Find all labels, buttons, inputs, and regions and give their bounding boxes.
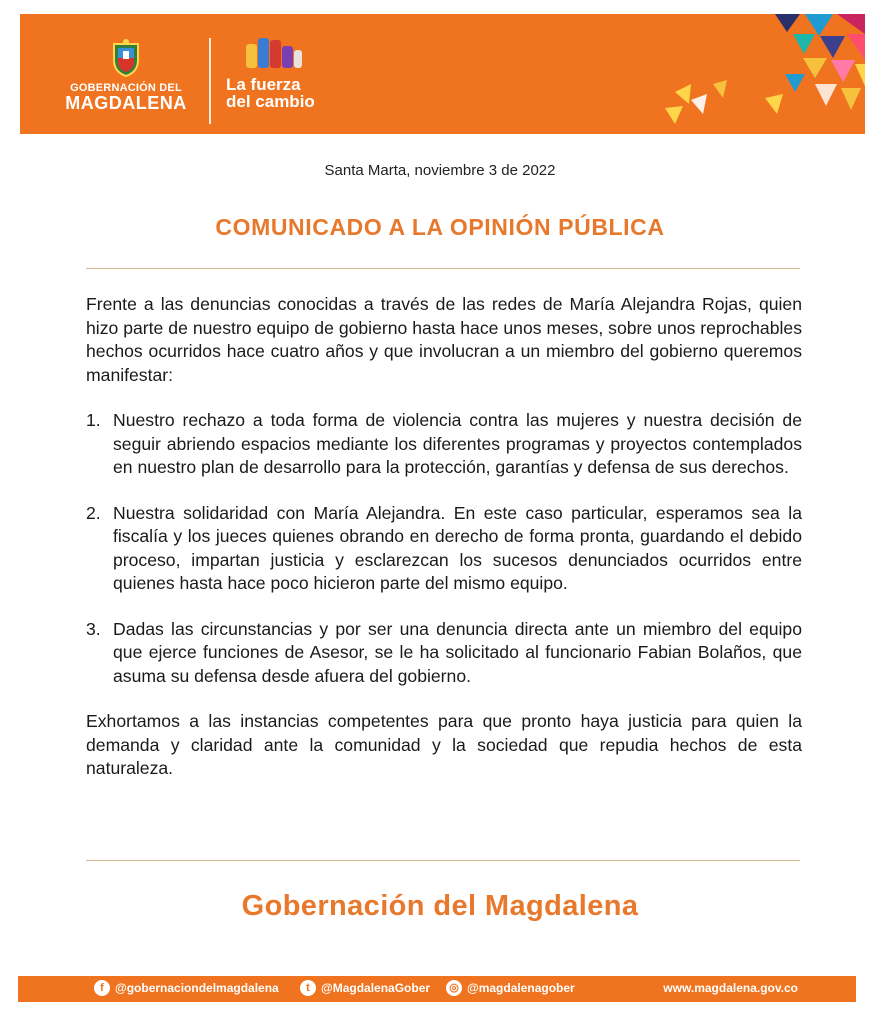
instagram-link[interactable] [446,980,575,996]
raised-fists-icon [244,36,304,70]
coat-of-arms-icon [110,38,142,78]
gov-name-line2: MAGDALENA [65,93,187,113]
list-number: 1. [86,410,101,430]
website-link[interactable]: www.magdalena.gov.co [663,981,798,995]
list-item-text: Dadas las circunstancias y por ser una denuncia directa ante un miembro del equipo que ejerce funciones de Asesor, se le ha solicitado al funcionario Fabian Bolaños, que asuma su defensa desde afuera del gobierno. [113,618,802,686]
instagram-icon: ◎ [446,980,462,996]
facebook-link[interactable] [94,980,279,996]
list-number: 2. [86,502,101,523]
title-divider [86,268,800,269]
list-item-text: Nuestra solidaridad con María Alejandra. En este caso particular, esperamos sea la fiscalía y los jueces quienes obrando en derecho de forma pronta, guardando el debido proceso, impartan justicia y esclarezcan los sucesos denunciados ocurridos entre quienes hasta hace poco hicieron parte del mismo equipo. [113,502,802,593]
list-item [86,618,802,689]
slogan-line2: del cambio [226,92,315,111]
document-body [86,293,802,781]
facebook-handle: @gobernaciondelmagdalena [115,981,279,995]
footer-bar [18,976,856,1002]
list-item-text: Nuestro rechazo a toda forma de violencia contra las mujeres y nuestra decisión de seguir abriendo espacios mediante los diferentes programas y proyectos contemplados en nuestro plan de desarrollo para la protección, garantías y defensa de sus derechos. [113,410,802,477]
closing-paragraph: Exhortamos a las instancias competentes para que pronto haya justicia para quien la demanda y claridad ante la comunidad y la sociedad que repudia hechos de esta naturaleza. [86,711,802,778]
signature: Gobernación del Magdalena [241,890,639,922]
slogan-line1: La fuerza [226,75,301,94]
twitter-link[interactable] [300,980,430,996]
header-divider [209,38,211,124]
list-item [86,409,802,480]
instagram-handle: @magdalenagober [467,981,575,995]
intro-paragraph: Frente a las denuncias conocidas a través de las redes de María Alejandra Rojas, quien hizo parte de nuestro equipo de gobierno hasta hace unos meses, sobre unos reprochables hechos ocurridos hace cuatro años y que involucran a un miembro del gobierno queremos manifestar: [86,294,802,385]
gov-name-line1: GOBERNACIÓN DEL [70,82,182,94]
facebook-icon: f [94,980,110,996]
list-number: 3. [86,618,101,639]
signature-divider [86,860,800,861]
header-banner [20,14,865,134]
list-item [86,502,802,596]
slogan-logo [226,36,346,124]
document-title: COMUNICADO A LA OPINIÓN PÚBLICA [215,214,665,240]
twitter-handle: @MagdalenaGober [321,981,431,995]
twitter-icon: t [300,980,316,996]
document-date: Santa Marta, noviembre 3 de 2022 [324,162,556,179]
geometric-decoration [655,14,865,134]
gobernacion-logo [56,38,196,122]
